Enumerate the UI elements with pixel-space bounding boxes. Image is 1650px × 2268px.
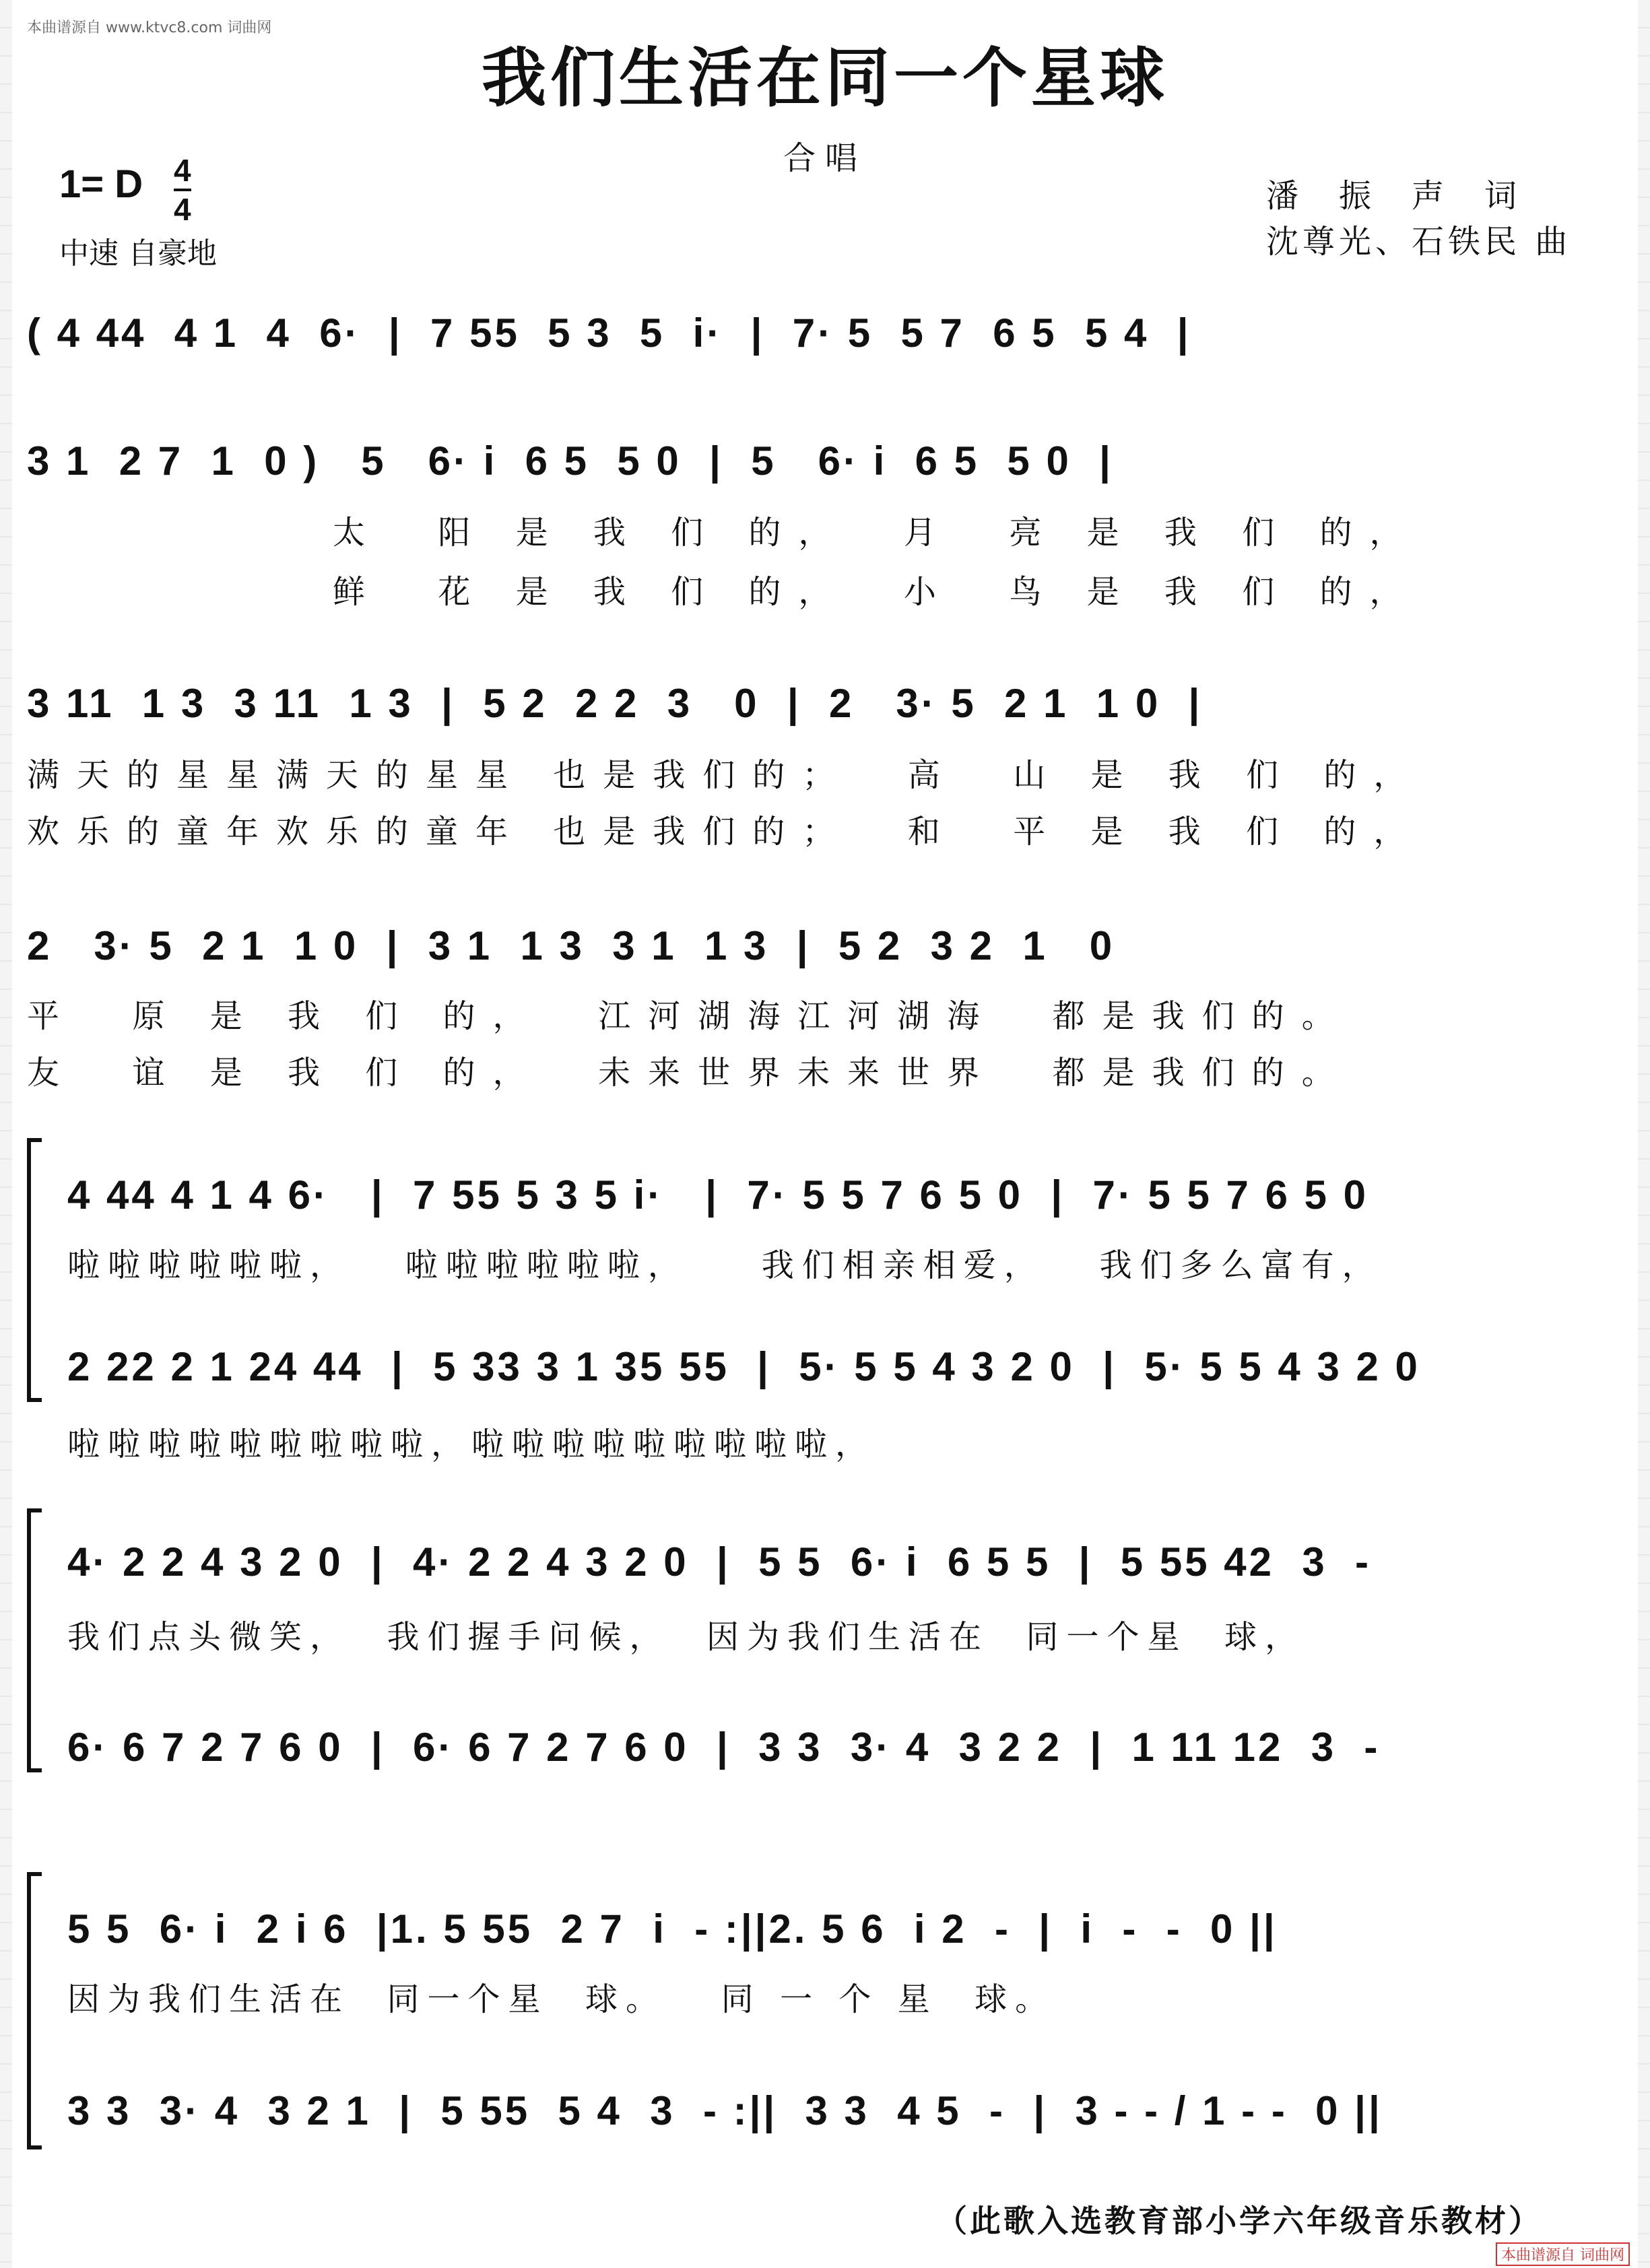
notation-line: 4 44 4 1 4 6· | 7 55 5 3 5 i· | 7· 5 5 7 6 5 0 | 7· 5 5 7 6 5 0 <box>67 1172 1369 1218</box>
site-note: 本曲谱源自 www.ktvc8.com 词曲网 <box>27 20 272 36</box>
part-brace <box>27 1138 42 1402</box>
notation-line: 4· 2 2 4 3 2 0 | 4· 2 2 4 3 2 0 | 5 5 6· i 6 5 5 | 5 55 42 3 - <box>67 1539 1372 1585</box>
time-numerator: 4 <box>174 153 191 188</box>
notation-line: 3 11 1 3 3 11 1 3 | 5 2 2 2 3 0 | 2 3· 5 2 1 1 0 | <box>27 681 1203 726</box>
footnote: （此歌入选教育部小学六年级音乐教材） <box>936 2203 1542 2239</box>
lyric-line: 平 原 是 我 们 的， 江河湖海江河湖海 都是我们的。 <box>27 997 1352 1035</box>
song-title: 我们生活在同一个星球 <box>482 40 1168 116</box>
tempo-marking: 中速 自豪地 <box>59 236 217 271</box>
lyric-line: 啦啦啦啦啦啦， 啦啦啦啦啦啦， 我们相亲相爱， 我们多么富有， <box>67 1246 1383 1284</box>
lyric-line: 我们点头微笑， 我们握手问候， 因为我们生活在 同一个星 球， <box>67 1618 1306 1656</box>
notation-line: 2 3· 5 2 1 1 0 | 3 1 1 3 3 1 1 3 | 5 2 3 2 1 0 <box>27 923 1115 968</box>
part-brace <box>27 1508 42 1772</box>
lyric-line: 啦啦啦啦啦啦啦啦啦，啦啦啦啦啦啦啦啦啦， <box>67 1426 876 1463</box>
notation-line: 3 1 2 7 1 0 ) 5 6· i 6 5 5 0 | 5 6· i 6 5 5 0 | <box>27 438 1113 483</box>
lyric-line: 鲜 花 是 我 们 的， 小 鸟 是 我 们 的， <box>27 573 1420 611</box>
notation-line: 3 3 3· 4 3 2 1 | 5 55 5 4 3 - :|| 3 3 4 5 - | 3 - - / 1 - - 0 || <box>67 2088 1383 2133</box>
lyric-line: 友 谊 是 我 们 的， 未来世界未来世界 都是我们的。 <box>27 1054 1352 1092</box>
part-brace <box>27 1872 42 2149</box>
song-subtitle: 合唱 <box>783 139 867 177</box>
key-signature: 1= D <box>59 162 143 206</box>
lyric-line: 满天的星星满天的星星 也是我们的； 高 山 是 我 们 的， <box>27 756 1424 794</box>
left-page-edge <box>0 0 12 2268</box>
lyricist-credit: 潘振声词 <box>1266 177 1558 215</box>
lyric-line: 因为我们生活在 同一个星 球。 同 一 个 星 球。 <box>67 1980 1056 2018</box>
notation-line: ( 4 44 4 1 4 6· | 7 55 5 3 5 i· | 7· 5 5 7 6 5 5 4 | <box>27 310 1191 356</box>
notation-line: 5 5 6· i 2 i 6 |1. 5 55 2 7 i - :||2. 5 6 i 2 - | i - - 0 || <box>67 1906 1278 1952</box>
site-stamp: 本曲谱源自 词曲网 <box>1496 2242 1630 2266</box>
time-denominator: 4 <box>174 192 191 227</box>
composer-credit: 沈尊光、石铁民 曲 <box>1266 223 1572 261</box>
time-signature <box>174 154 191 226</box>
lyric-line: 太 阳 是 我 们 的， 月 亮 是 我 们 的， <box>27 514 1420 552</box>
right-page-edge <box>1638 0 1650 2268</box>
notation-line: 2 22 2 1 24 44 | 5 33 3 1 35 55 | 5· 5 5 4 3 2 0 | 5· 5 5 4 3 2 0 <box>67 1344 1420 1389</box>
lyric-line: 欢乐的童年欢乐的童年 也是我们的； 和 平 是 我 们 的， <box>27 813 1424 850</box>
time-divider <box>174 189 191 191</box>
notation-line: 6· 6 7 2 7 6 0 | 6· 6 7 2 7 6 0 | 3 3 3· 4 3 2 2 | 1 11 12 3 - <box>67 1725 1381 1770</box>
